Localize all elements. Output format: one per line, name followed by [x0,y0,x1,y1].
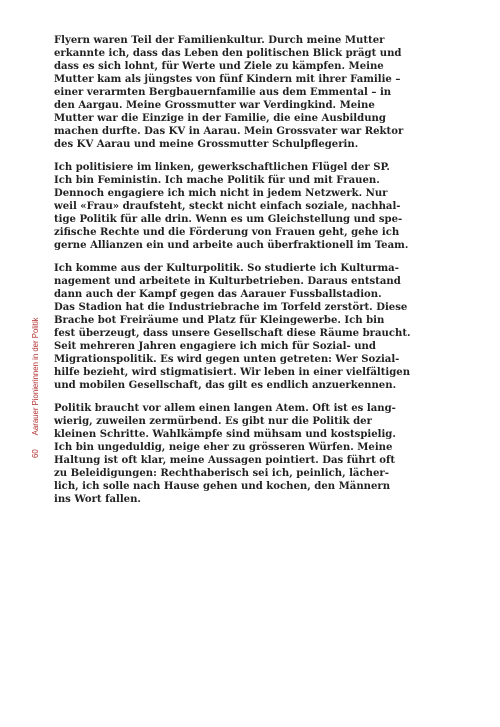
text-line: Migrationspolitik. Es wird gegen unten getreten: Wer Sozial- [54,354,400,365]
text-line: weil «Frau» draufsteht, steckt nicht einfach soziale, nachhal- [54,201,401,212]
text-line: tige Politik für alle drin. Wenn es um Gleichstellung und spe- [54,214,403,225]
running-title: Aarauer Pionierinnen in der Politik [31,317,40,436]
text-line: zifische Rechte und die Förderung von Frauen geht, gehe ich [54,227,400,238]
text-line: Brache bot Freiräume und Platz für Kleingewerbe. Ich bin [54,315,385,326]
paragraph-family-culture [54,34,404,151]
text-line: Mutter kam als jüngstes von fünf Kindern mit ihrer Familie – [54,74,401,85]
text-line: gerne Allianzen ein und arbeite auch überfraktionell im Team. [54,240,409,251]
text-line: Ich komme aus der Kulturpolitik. So studierte ich Kulturma- [54,263,399,274]
text-line: lich, ich solle nach Hause gehen und kochen, den Männern [54,481,391,492]
text-line: hilfe bezieht, wird stigmatisiert. Wir leben in einer vielfältigen [54,367,411,378]
text-line: kleinen Schritte. Wahlkämpfe sind mühsam und kostspielig. [54,429,396,440]
text-line: Seit mehreren Jahren engagiere ich mich für Sozial- und [54,341,376,352]
body-text [54,34,411,516]
text-line: nagement und arbeitete in Kulturbetrieben. Daraus entstand [54,276,401,287]
paragraph-long-breath [54,402,396,506]
paragraph-cultural-politics [54,262,411,392]
text-line: Politik braucht vor allem einen langen Atem. Oft ist es lang- [54,403,396,414]
text-line: Mutter war die Einzige in der Familie, die eine Ausbildung [54,113,386,124]
text-line: ins Wort fallen. [54,494,141,505]
text-line: Haltung ist oft klar, meine Aussagen pointiert. Das führt oft [54,455,395,466]
paragraph-feminism [54,161,409,252]
text-line: fest überzeugt, dass unsere Gesellschaft diese Räume braucht. [54,328,411,339]
text-line: Ich bin Feministin. Ich mache Politik für und mit Frauen. [54,175,380,186]
text-line: erkannte ich, dass das Leben den politischen Blick prägt und [54,48,402,59]
text-line: und mobilen Gesellschaft, das gilt es endlich anzuerkennen. [54,380,397,391]
text-line: wierig, zuweilen zermürbend. Es gibt nur die Politik der [54,416,372,427]
text-line: einer verarmten Bergbauernfamilie aus dem Emmental – in [54,87,392,98]
text-line: Das Stadion hat die Industriebrache im Torfeld zerstört. Diese [54,302,408,313]
text-line: Flyern waren Teil der Familienkultur. Durch meine Mutter [54,35,385,46]
text-line: dann auch der Kampf gegen das Aarauer Fussballstadion. [54,289,382,300]
text-line: machen durfte. Das KV in Aarau. Mein Grossvater war Rektor [54,126,404,137]
text-line: Ich politisiere im linken, gewerkschaftlichen Flügel der SP. [54,162,390,173]
text-line: des KV Aarau und meine Grossmutter Schulpflegerin. [54,139,359,150]
page-number: 60 [31,449,40,458]
text-line: Ich bin ungeduldig, neige eher zu grösseren Würfen. Meine [54,442,393,453]
text-line: den Aargau. Meine Grossmutter war Verdingkind. Meine [54,100,375,111]
page-margin [31,317,40,458]
text-line: zu Beleidigungen: Rechthaberisch sei ich, peinlich, lächer- [54,468,389,479]
text-line: dass es sich lohnt, für Werte und Ziele zu kämpfen. Meine [54,61,384,72]
text-line: Dennoch engagiere ich mich nicht in jedem Netzwerk. Nur [54,188,388,199]
